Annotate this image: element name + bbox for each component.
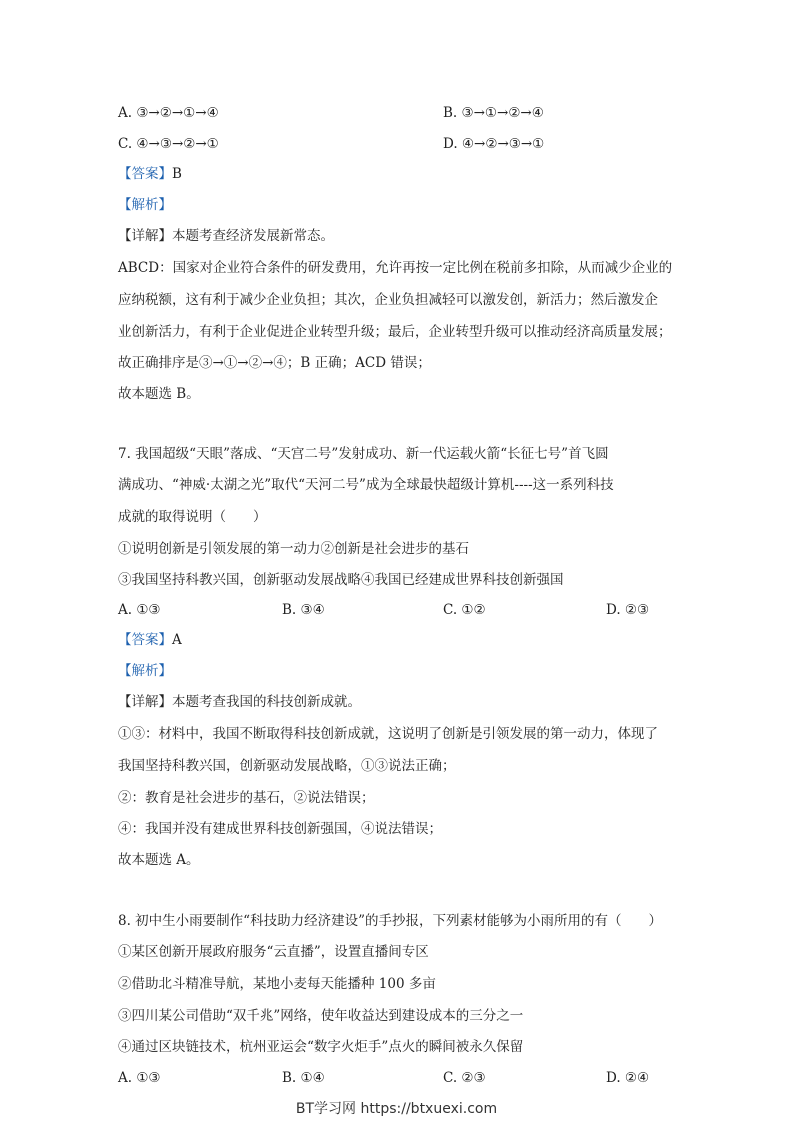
q7-option-c: C. ①② [443,602,486,618]
q7-detail [118,692,361,712]
q7-option-b: B. ③④ [282,602,325,618]
q8-statement: ④通过区块链技术，杭州亚运会“数字火炬手”点火的瞬间被永久保留 [118,1039,524,1055]
detail-text: 本题考查我国的科技创新成就。 [172,694,361,710]
q6-analysis [118,195,172,215]
q6-option-d: D. ④→②→③→① [443,136,545,152]
q6-explain-line: 故正确排序是③→①→②→④；B 正确；ACD 错误； [118,355,431,371]
q6-option-c: C. ④→③→②→① [118,136,219,152]
q7-stem-line: 满成功、“神威·太湖之光”取代“天河二号”成为全球最快超级计算机----这一系列科技 [118,477,614,493]
q7-analysis [118,661,172,681]
analysis-tag: 【解析】 [118,197,172,213]
q8-option-c: C. ②③ [443,1070,486,1086]
q6-explain-line: ABCD：国家对企业符合条件的研发费用，允许再按一定比例在税前多扣除，从而减少企业的 [118,260,673,276]
q7-explain-line: ①③：材料中，我国不断取得科技创新成就，这说明了创新是引领发展的第一动力，体现了 [118,726,658,742]
q8-statement: ②借助北斗精准导航，某地小麦每天能播种 100 多亩 [118,976,436,992]
q8-option-d: D. ②④ [606,1070,650,1086]
q7-option-a: A. ①③ [118,602,161,618]
q6-answer [118,164,182,184]
analysis-tag: 【解析】 [118,663,172,679]
detail-tag: 【详解】 [118,694,172,710]
q6-option-b: B. ③→①→②→④ [443,105,544,121]
q7-stem-line: 成就的取得说明（ ） [118,509,267,525]
answer-tag: 【答案】 [118,632,172,648]
q7-explain-line: ④：我国并没有建成世界科技创新强国，④说法错误； [118,821,442,837]
q7-option-d: D. ②③ [606,602,650,618]
answer-value: B [172,166,182,182]
q7-stem-line: 7. 我国超级“天眼”落成、“天宫二号”发射成功、新一代运载火箭“长征七号”首飞圆 [118,446,609,462]
q6-option-a: A. ③→②→①→④ [118,105,219,121]
detail-tag: 【详解】 [118,228,172,244]
q6-explain-line: 应纳税额，这有利于减少企业负担；其次，企业负担减轻可以激发创，新活力；然后激发企 [118,292,658,308]
q8-option-b: B. ①④ [282,1070,325,1086]
site-footer-link[interactable]: BT学习网 https://btxuexi.com [295,1101,498,1117]
q6-explain-line: 业创新活力，有利于企业促进企业转型升级；最后，企业转型升级可以推动经济高质量发展； [118,324,672,340]
q6-detail [118,226,334,246]
detail-text: 本题考查经济发展新常态。 [172,228,334,244]
q7-conclusion: 故本题选 A。 [118,852,200,868]
q7-answer [118,630,182,650]
q8-stem: 8. 初中生小雨要制作“科技助力经济建设”的手抄报，下列素材能够为小雨所用的有（ ） [118,913,662,929]
q7-explain-line: 我国坚持科教兴国，创新驱动发展战略，①③说法正确； [118,758,456,774]
answer-value: A [172,632,182,648]
q7-explain-line: ②：教育是社会进步的基石，②说法错误； [118,790,375,806]
answer-tag: 【答案】 [118,166,172,182]
q7-statement: ①说明创新是引领发展的第一动力②创新是社会进步的基石 [118,541,469,557]
q6-conclusion: 故本题选 B。 [118,386,200,402]
q8-statement: ③四川某公司借助“双千兆”网络，使年收益达到建设成本的三分之一 [118,1008,524,1024]
q8-statement: ①某区创新开展政府服务“云直播”，设置直播间专区 [118,944,429,960]
q7-statement: ③我国坚持科教兴国，创新驱动发展战略④我国已经建成世界科技创新强国 [118,572,564,588]
q8-option-a: A. ①③ [118,1070,161,1086]
